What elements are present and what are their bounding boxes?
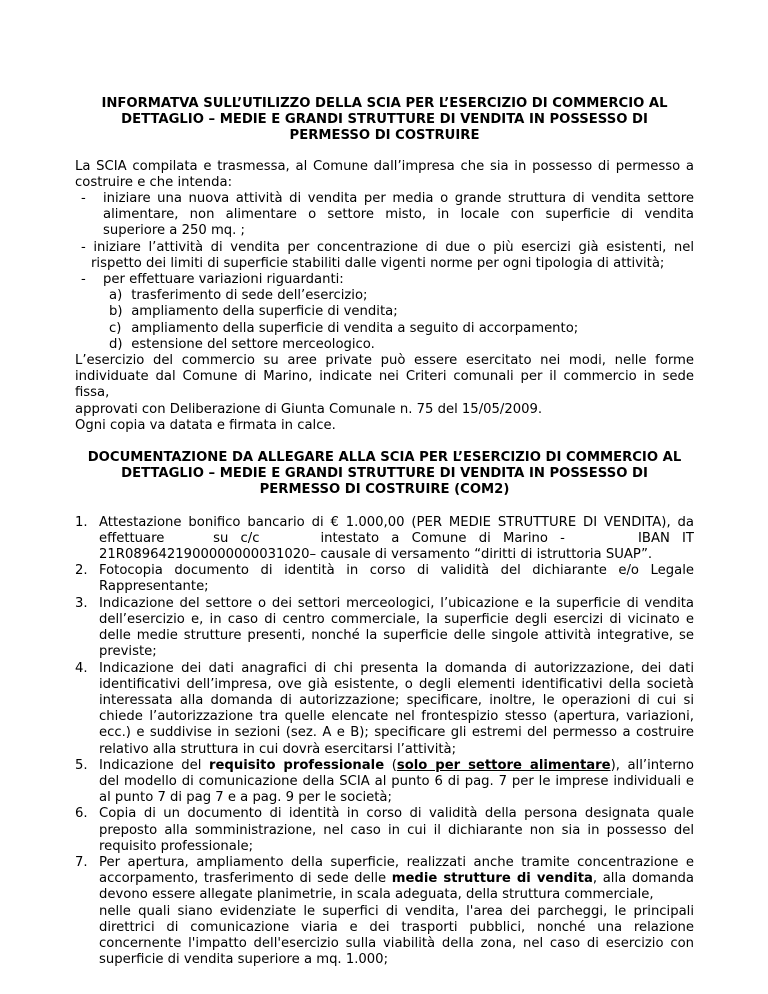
list-item: 6. Copia di un documento di identità in corso di validità della persona designata quale preposto alla somministrazione, nel caso in cui il dichiarante non sia in possesso del requisito professionale;: [75, 806, 694, 854]
documentation-list: [75, 515, 694, 969]
dash-item: - iniziare una nuova attività di vendita per media o grande struttura di vendita settore alimentare, non alimentare o settore misto, in locale con superficie di vendita superiore a 250 mq. ;: [81, 191, 694, 239]
sub-item: d) estensione del settore merceologico.: [109, 336, 375, 352]
sub-item: c) ampliamento della superficie di vendita a seguito di accorpamento;: [109, 320, 579, 336]
intro-line: costruire e che intenda:: [75, 174, 233, 190]
dash-item: - per effettuare variazioni riguardanti:: [75, 272, 694, 288]
dash-line: per effettuare variazioni riguardanti:: [103, 272, 344, 288]
requisito-professionale: requisito professionale: [208, 757, 385, 773]
sign-note: Ogni copia va datata e firmata in calce.: [75, 417, 336, 433]
dash-line: alimentare, non alimentare o settore misto, in locale con superficie di vendita: [103, 207, 694, 223]
list-item: 1. Attestazione bonifico bancario di € 1.000,00 (PER MEDIE STRUTTURE DI VENDITA), da effettuare su c/c intestato a Comune di Marino - IBAN IT 21R0896421900000000031020– causale di versamento “diritti di istruttoria SUAP”.: [75, 514, 694, 563]
title-line: INFORMATVA SULL’UTILIZZO DELLA SCIA PER L’ESERCIZIO DI COMMERCIO AL: [101, 96, 668, 111]
title-line: DOCUMENTAZIONE DA ALLEGARE ALLA SCIA PER L’ESERCIZIO DI COMMERCIO AL: [87, 450, 682, 466]
intro-line: La SCIA compilata e trasmessa, al Comune dall’impresa che sia in possesso di permesso a: [75, 158, 694, 174]
list-item: 5. Indicazione del requisito professionale (solo per settore alimentare), all’interno del modello di comunicazione della SCIA al punto 6 di pag. 7 per le imprese individuali e al punto 7 di pag 7 e a pag. 9 per le società;: [75, 757, 694, 806]
list-item: 7. Per apertura, ampliamento della superficie, realizzati anche tramite concentrazione e accorpamento, trasferimento di sede delle medie strutture di vendita, alla domanda devono essere allegate planimetrie, in scala adeguata, della struttura commerciale, nelle quali siano evidenziate le superfici di vendita, l'area dei parcheggi, le principali direttrici di comunicazione viaria e dei trasporti pubblici, nonché una relazione concernente l'impatto dell'esercizio sulla viabilità della zona, nel caso di esercizio con superficie di vendita superiore a mq. 1.000;: [75, 854, 695, 968]
dash-line: - iniziare l’attività di vendita per concentrazione di due o più esercizi già esistenti, nel: [81, 239, 694, 255]
title-line: DETTAGLIO – MEDIE E GRANDI STRUTTURE DI VENDITA IN POSSESSO DI: [121, 466, 648, 482]
title-line: PERMESSO DI COSTRUIRE (COM2): [259, 482, 510, 498]
list-item: 2. Fotocopia documento di identità in corso di validità del dichiarante e/o Legale Rappresentante;: [75, 563, 694, 595]
para-line: L’esercizio del commercio su aree private può essere esercitato nei modi, nelle forme: [75, 353, 694, 369]
list-item: 4. Indicazione dei dati anagrafici di chi presenta la domanda di autorizzazione, dei dati identificativi dell’impresa, ove già esistente, o degli elementi identificativi della società interessata alla domanda di autorizzazione; specificare, inoltre, le operazioni di cui si chiede l’autorizzazione tra quelle elencate nel frontespizio stesso (apertura, variazioni, ecc.) e suddivise in sezioni (sez. A e B); specificare gli estremi del permesso a costruire relativo alla struttura in cui dovrà esercitarsi l’attività;: [75, 660, 694, 757]
dash-line: iniziare una nuova attività di vendita per media o grande struttura di vendita settore: [103, 191, 694, 207]
solo-settore-alimentare: solo per settore alimentare: [396, 757, 611, 773]
documentation-title: [83, 450, 686, 499]
sub-item: b) ampliamento della superficie di vendita;: [109, 304, 398, 320]
sub-item: a) trasferimento di sede dell’esercizio;: [109, 288, 368, 304]
title-line: PERMESSO DI COSTRUIRE: [289, 128, 480, 144]
para-line: individuate dal Comune di Marino, indicate nei Criteri comunali per il commercio in sede fissa,: [75, 369, 694, 401]
intro-section: [75, 159, 694, 434]
dash-line: superiore a 250 mq. ;: [103, 223, 245, 239]
para-line: approvati con Deliberazione di Giunta Comunale n. 75 del 15/05/2009.: [75, 401, 543, 417]
dash-line: rispetto dei limiti di superficie stabiliti dalle vigenti norme per ogni tipologia di attività;: [91, 255, 665, 271]
title-line: DETTAGLIO – MEDIE E GRANDI STRUTTURE DI VENDITA IN POSSESSO DI: [121, 112, 648, 128]
sub-list: [75, 288, 694, 353]
document-title: [83, 96, 686, 145]
medie-strutture-di-vendita: medie strutture di vendita: [391, 871, 593, 887]
list-item: 3. Indicazione del settore o dei settori merceologici, l’ubicazione e la superficie di vendita dell’esercizio e, in caso di centro commerciale, la superficie degli esercizi di vicinato e delle medie strutture presenti, nonché la superficie delle singole attività integrative, se previste;: [75, 595, 694, 660]
